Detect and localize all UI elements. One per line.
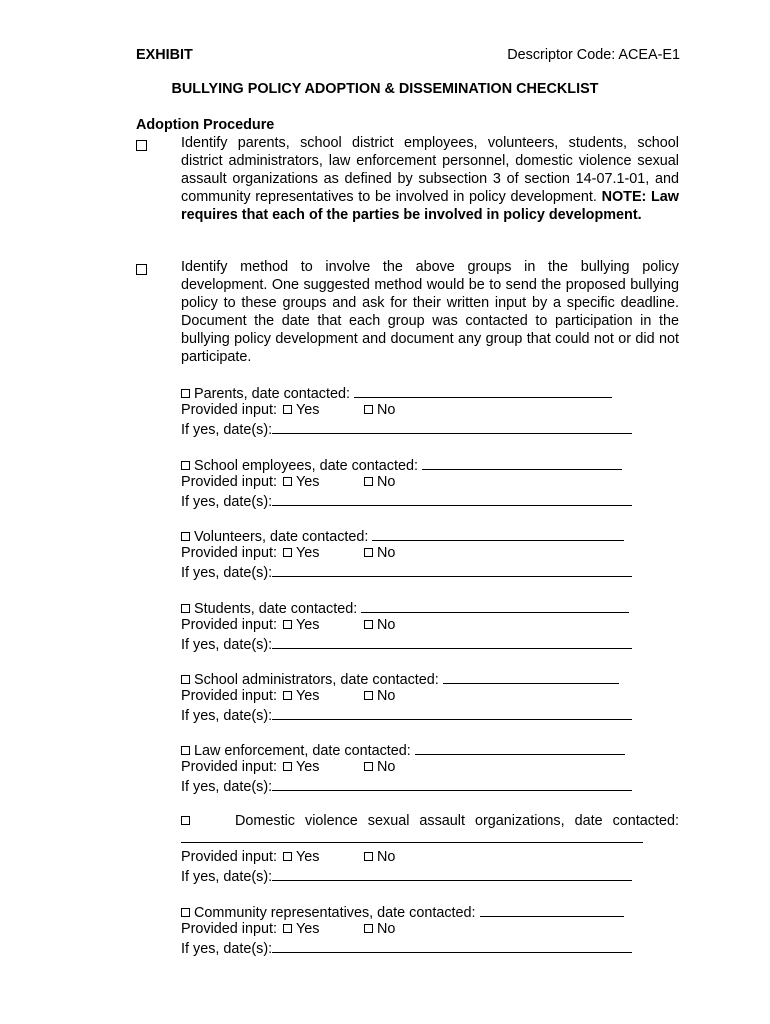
exhibit-label: EXHIBIT bbox=[136, 47, 193, 63]
checkbox-school-administrators[interactable] bbox=[181, 675, 190, 684]
no-label: No bbox=[377, 759, 396, 775]
no-label: No bbox=[377, 617, 396, 633]
input-dates-field[interactable] bbox=[272, 776, 632, 791]
no-label: No bbox=[377, 545, 396, 561]
input-dates-field[interactable] bbox=[272, 866, 632, 881]
group-label: School employees, date contacted: bbox=[194, 458, 418, 474]
checklist-item-1 bbox=[181, 134, 679, 224]
yes-checkbox[interactable] bbox=[283, 477, 292, 486]
section-heading: Adoption Procedure bbox=[136, 117, 275, 133]
no-label: No bbox=[377, 688, 396, 704]
date-contacted-field[interactable] bbox=[361, 598, 629, 613]
checkbox-community-representatives[interactable] bbox=[181, 908, 190, 917]
no-checkbox[interactable] bbox=[364, 405, 373, 414]
group-law-enforcement bbox=[181, 740, 681, 794]
checkbox-students[interactable] bbox=[181, 604, 190, 613]
group-label: Community representatives, date contacted: bbox=[194, 905, 476, 921]
yes-label: Yes bbox=[296, 849, 320, 865]
if-yes-label: If yes, date(s): bbox=[181, 869, 273, 885]
no-checkbox[interactable] bbox=[364, 477, 373, 486]
date-contacted-field[interactable] bbox=[443, 669, 619, 684]
group-school-employees bbox=[181, 455, 681, 509]
yes-checkbox[interactable] bbox=[283, 852, 292, 861]
group-community-representatives bbox=[181, 902, 681, 956]
yes-checkbox[interactable] bbox=[283, 924, 292, 933]
checkbox-item-1[interactable] bbox=[136, 138, 147, 156]
checkbox-law-enforcement[interactable] bbox=[181, 746, 190, 755]
provided-input-label: Provided input: bbox=[181, 617, 277, 633]
group-label: School administrators, date contacted: bbox=[194, 672, 439, 688]
group-label: Law enforcement, date contacted: bbox=[194, 743, 411, 759]
provided-input-label: Provided input: bbox=[181, 688, 277, 704]
group-students bbox=[181, 598, 681, 652]
group-label: Volunteers, date contacted: bbox=[194, 529, 369, 545]
provided-input-label: Provided input: bbox=[181, 474, 277, 490]
input-dates-field[interactable] bbox=[272, 562, 632, 577]
no-checkbox[interactable] bbox=[364, 924, 373, 933]
if-yes-label: If yes, date(s): bbox=[181, 565, 273, 581]
no-label: No bbox=[377, 474, 396, 490]
group-domestic-violence-orgs bbox=[181, 812, 681, 884]
group-volunteers bbox=[181, 526, 681, 580]
checkbox-volunteers[interactable] bbox=[181, 532, 190, 541]
no-checkbox[interactable] bbox=[364, 548, 373, 557]
yes-label: Yes bbox=[296, 688, 320, 704]
input-dates-field[interactable] bbox=[272, 634, 632, 649]
input-dates-field[interactable] bbox=[272, 705, 632, 720]
item-2-text: Identify method to involve the above groups in the bullying policy development. One suggested method would be to send the proposed bullying policy to these groups and ask for their written input by a specific deadline. Document the date that each group was contacted to participation in the bullying policy development and document any group that could not or did not participate. bbox=[181, 259, 679, 365]
if-yes-label: If yes, date(s): bbox=[181, 708, 273, 724]
yes-checkbox[interactable] bbox=[283, 762, 292, 771]
provided-input-label: Provided input: bbox=[181, 759, 277, 775]
yes-label: Yes bbox=[296, 617, 320, 633]
date-contacted-field[interactable] bbox=[181, 832, 643, 843]
yes-label: Yes bbox=[296, 545, 320, 561]
group-parents bbox=[181, 383, 681, 437]
yes-checkbox[interactable] bbox=[283, 691, 292, 700]
page-title: BULLYING POLICY ADOPTION & DISSEMINATION CHECKLIST bbox=[171, 81, 599, 97]
provided-input-label: Provided input: bbox=[181, 849, 277, 865]
if-yes-label: If yes, date(s): bbox=[181, 637, 273, 653]
no-label: No bbox=[377, 921, 396, 937]
date-contacted-field[interactable] bbox=[422, 455, 622, 470]
date-contacted-field[interactable] bbox=[354, 383, 612, 398]
input-dates-field[interactable] bbox=[272, 938, 632, 953]
no-checkbox[interactable] bbox=[364, 762, 373, 771]
provided-input-label: Provided input: bbox=[181, 921, 277, 937]
input-dates-field[interactable] bbox=[272, 491, 632, 506]
group-school-administrators bbox=[181, 669, 681, 723]
group-label: Domestic violence sexual assault organizations, date contacted: bbox=[235, 813, 679, 829]
item-1-note: NOTE: Law requires that each of the parties be involved in policy development. bbox=[181, 189, 679, 223]
no-checkbox[interactable] bbox=[364, 620, 373, 629]
provided-input-label: Provided input: bbox=[181, 402, 277, 418]
no-label: No bbox=[377, 402, 396, 418]
if-yes-label: If yes, date(s): bbox=[181, 494, 273, 510]
yes-label: Yes bbox=[296, 921, 320, 937]
checklist-item-2 bbox=[181, 258, 679, 366]
provided-input-label: Provided input: bbox=[181, 545, 277, 561]
yes-checkbox[interactable] bbox=[283, 620, 292, 629]
no-checkbox[interactable] bbox=[364, 852, 373, 861]
if-yes-label: If yes, date(s): bbox=[181, 422, 273, 438]
checkbox-parents[interactable] bbox=[181, 389, 190, 398]
yes-checkbox[interactable] bbox=[283, 405, 292, 414]
yes-label: Yes bbox=[296, 759, 320, 775]
if-yes-label: If yes, date(s): bbox=[181, 941, 273, 957]
group-label: Parents, date contacted: bbox=[194, 386, 350, 402]
group-label: Students, date contacted: bbox=[194, 601, 358, 617]
yes-label: Yes bbox=[296, 474, 320, 490]
checkbox-item-2[interactable] bbox=[136, 262, 147, 280]
date-contacted-field[interactable] bbox=[372, 526, 624, 541]
yes-checkbox[interactable] bbox=[283, 548, 292, 557]
date-contacted-field[interactable] bbox=[480, 902, 624, 917]
yes-label: Yes bbox=[296, 402, 320, 418]
date-contacted-field[interactable] bbox=[415, 740, 625, 755]
checkbox-school-employees[interactable] bbox=[181, 461, 190, 470]
input-dates-field[interactable] bbox=[272, 419, 632, 434]
item-1-text: Identify parents, school district employees, volunteers, students, school district administrators, law enforcement personnel, domestic violence sexual assault organizations as defined by subsection 3 of section 14-07.1-01, and community representatives to be involved in policy development. bbox=[181, 135, 679, 205]
descriptor-code: Descriptor Code: ACEA-E1 bbox=[507, 47, 680, 63]
if-yes-label: If yes, date(s): bbox=[181, 779, 273, 795]
no-checkbox[interactable] bbox=[364, 691, 373, 700]
no-label: No bbox=[377, 849, 396, 865]
checkbox-domestic-violence-orgs[interactable] bbox=[181, 816, 190, 825]
